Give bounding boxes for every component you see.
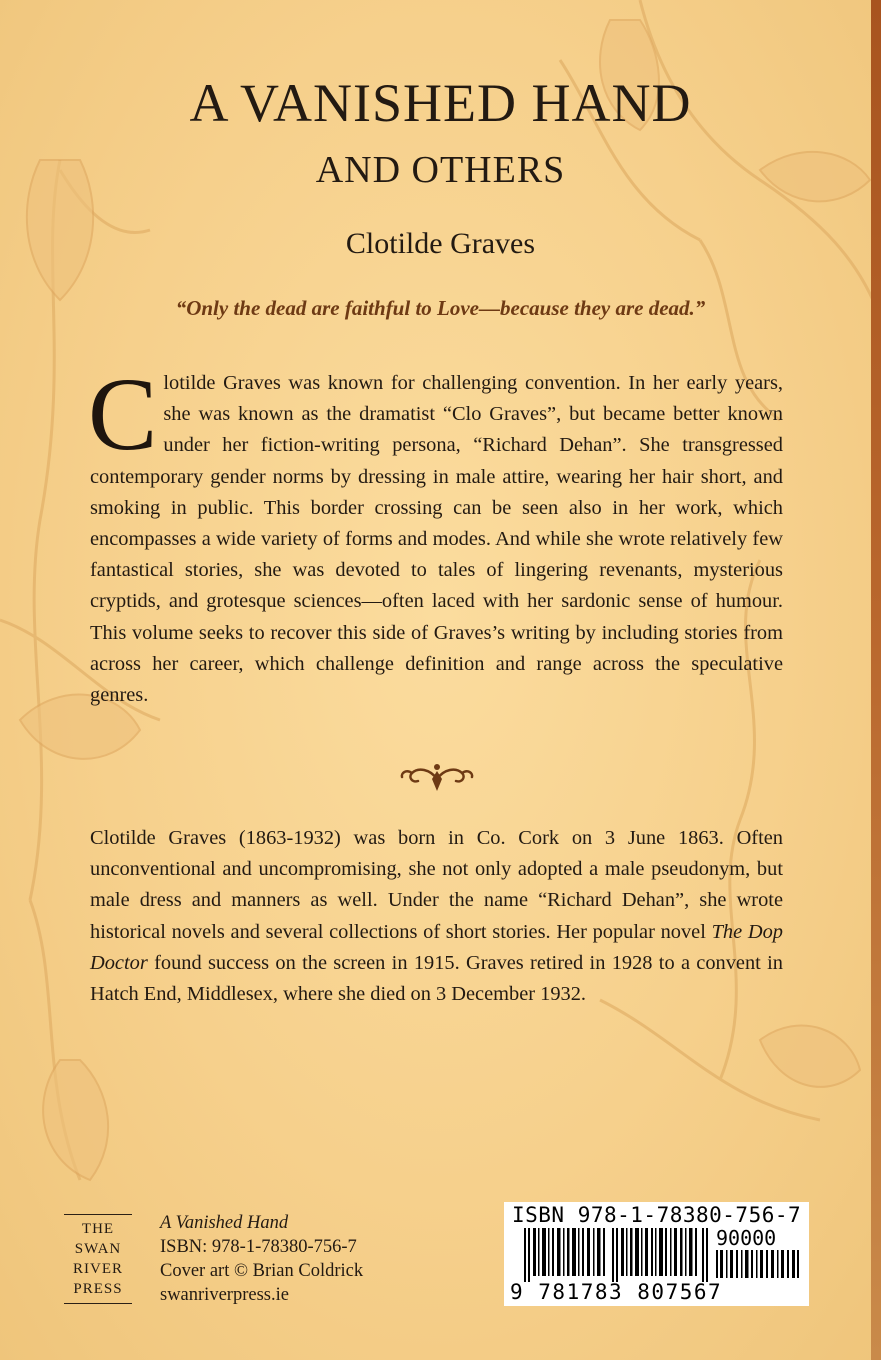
ornament-divider-icon [398,757,476,797]
logo-line-3: RIVER [73,1261,123,1277]
author-name: Clotilde Graves [345,227,536,260]
author-bio-paragraph [90,823,783,1010]
bio-text-part1: Clotilde Graves (1863-1932) was born in Co. Cork on 3 June 1863. Often unconventional and uncompromising, she not only adopted a male pseudonym, but male dress and manners as well. Under the name “Richard Dehan”, she wrote historical novels and several collections of short stories. Her popular novel [90,827,783,943]
barcode-ean-digits: 9 781783 807567 [510,1280,723,1304]
logo-line-2: SWAN [74,1241,122,1257]
credits-book-title: A Vanished Hand [160,1213,289,1233]
epigraph-quote: “Only the dead are faithful to Love—because they are dead.” [175,296,706,320]
blurb-paragraph [88,357,783,711]
barcode-price-code: 90000 [716,1226,777,1250]
logo-line-4: PRESS [73,1281,123,1297]
ean-barcode-bars [524,1228,710,1282]
credits-website: swanriverpress.ie [160,1285,289,1305]
isbn-barcode [504,1202,809,1306]
book-subtitle: AND OTHERS [315,149,566,191]
addon-barcode-bars [716,1250,800,1278]
bio-novel-title: The Dop Doctor [90,920,783,974]
bio-text-part2: found success on the screen in 1915. Graves retired in 1928 to a convent in Hatch End, Middlesex, where she died on 3 December 1932. [90,951,783,1006]
blurb-text: lotilde Graves was known for challenging convention. In her early years, she was known as the dramatist “Clo Graves”, but became better known under her fiction-writing persona, “Richard Dehan”. She transgressed contemporary gender norms by dressing in male attire, wearing her hair short, and smoking in public. This border crossing can be seen also in her work, which encompasses a wide variety of forms and modes. And while she wrote relatively few fantastical stories, she was devoted to tales of lingering revenants, mysterious cryptids, and grotesque sciences—often laced with her sardonic sense of humour. This volume seeks to recover this side of Graves’s writing by including stories from across her career, which challenge definition and range across the speculative genres. [90,372,783,707]
drop-cap: C [88,357,158,472]
book-title: A VANISHED HAND [189,73,692,133]
spine-edge [871,0,881,1360]
publisher-credits [160,1211,363,1307]
barcode-isbn-label: ISBN 978-1-78380-756-7 [512,1203,802,1227]
logo-line-1: THE [81,1221,115,1237]
credits-isbn: ISBN: 978-1-78380-756-7 [160,1237,357,1257]
credits-cover-art: Cover art © Brian Coldrick [160,1261,364,1281]
publisher-logo [64,1214,132,1304]
